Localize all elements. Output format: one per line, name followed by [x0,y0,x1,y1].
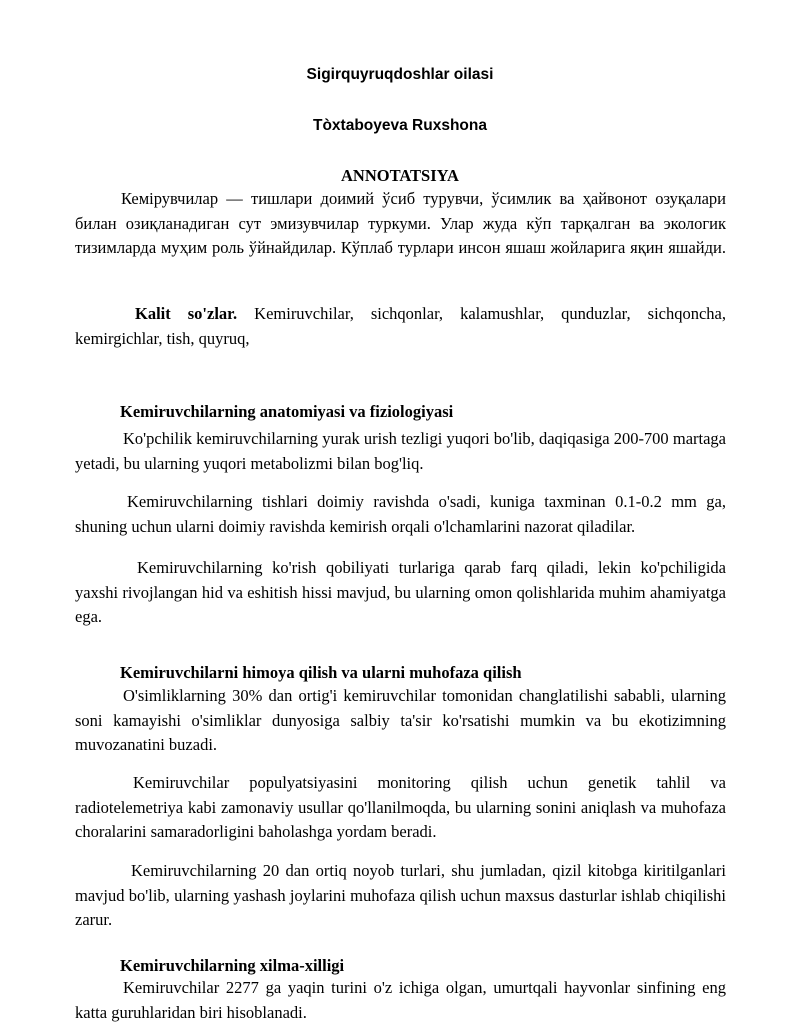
annotation-heading: ANNOTATSIYA [341,166,459,185]
section-heading-anatomy: Kemiruvchilarning anatomiyasi va fiziologiyasi [120,402,454,421]
section-heading-protection: Kemiruvchilarni himoya qilish va ularni muhofaza qilish [120,663,522,682]
paragraph-teeth: Kemiruvchilarning tishlari doimiy ravishda o'sadi, kuniga taxminan 0.1-0.2 mm ga, shuning uchun ularni doimiy ravishda kemirish orqali o'lchamlarini nazorat qiladilar. [75,492,726,536]
paragraph-vision: Kemiruvchilarning ko'rish qobiliyati turlariga qarab farq qiladi, lekin ko'pchiligida yaxshi rivojlangan hid va eshitish hissi mavjud, bu ularning omon qolishlarida muhim ahamiyatga ega. [75,558,726,626]
paragraph-monitoring: Kemiruvchilar populyatsiyasini monitoring qilish uchun genetik tahlil va radiotelemetriya kabi zamonaviy usullar qo'llanilmoqda, bu ularning sonini aniqlash va muhofaza choralarini samaradorligini baholashga yordam beradi. [75,773,726,841]
paragraph-species-count: Kemiruvchilar 2277 ga yaqin turini o'z ichiga olgan, umurtqali hayvonlar sinfining eng katta guruhlaridan biri hisoblanadi. [75,978,726,1022]
paragraph-heart-rate: Ko'pchilik kemiruvchilarning yurak urish tezligi yuqori bo'lib, daqiqasiga 200-700 martaga yetadi, bu ularning yuqori metabolizmi bilan bog'liq. [75,429,726,473]
paragraph-rare-species: Kemiruvchilarning 20 dan ortiq noyob turlari, shu jumladan, qizil kitobga kiritilganlari mavjud bo'lib, ularning yashash joylarini muhofaza qilish uchun maxsus dasturlar ishlab chiqilishi zarur. [75,861,726,929]
keywords-label: Kalit so'zlar. [135,304,238,323]
document-title: Sigirquyruqdoshlar oilasi [306,66,494,83]
paragraph-pollination: O'simliklarning 30% dan ortig'i kemiruvchilar tomonidan changlatilishi sababli, ularning soni kamayishi o'simliklar dunyosiga salbiy ta'sir ko'rsatishi mumkin va bu ekotizimning muvozanatini buzadi. [75,686,726,754]
keywords-paragraph [75,302,726,351]
section-heading-diversity: Kemiruvchilarning xilma-xilligi [120,956,345,975]
keywords-text: Kemiruvchilar, sichqonlar, kalamushlar, qunduzlar, sichqoncha, kemirgichlar, tish, quyruq, [75,304,726,348]
annotation-paragraph: Кемірувчилар — тишлари доимий ўсиб турувчи, ўсимлик ва ҳайвонот озуқалари билан озиқланадиган сут эмизувчилар туркуми. Улар жуда кўп тарқалган ва экологик тизимларда муҳим роль ўйнайдилар. Кўплаб турлари инсон яшаш жойларига яқин яшайди. [75,189,726,257]
author-name: Tòxtaboyeva Ruxshona [313,117,487,134]
